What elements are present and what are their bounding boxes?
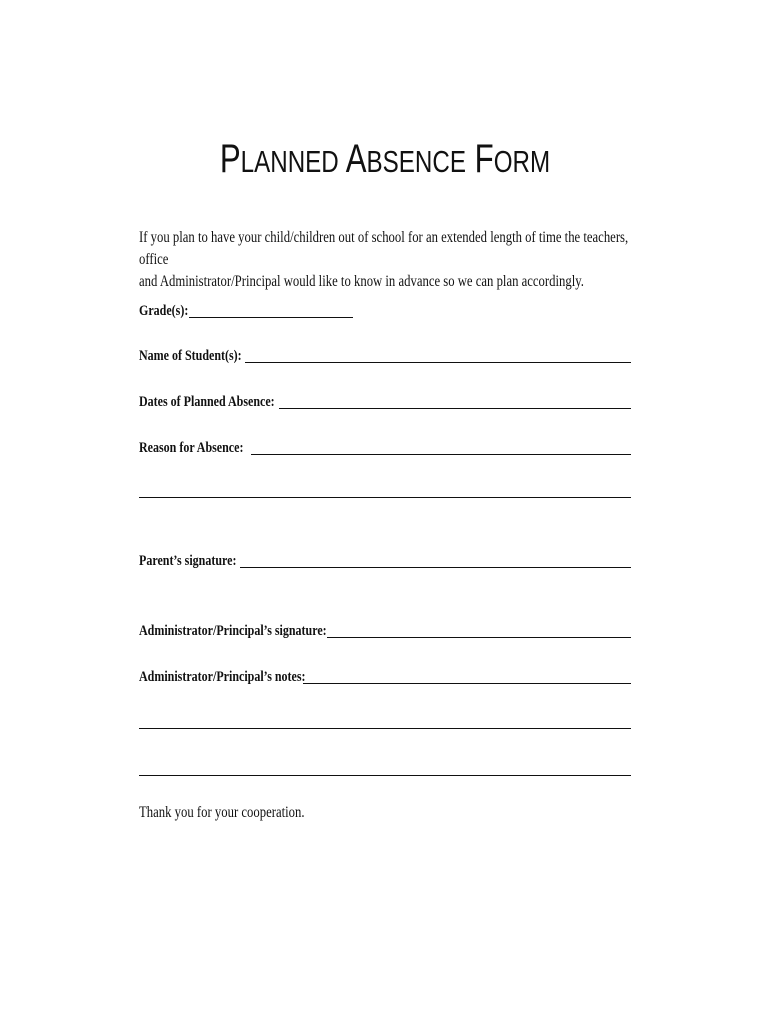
dates-label: Dates of Planned Absence: [139, 394, 275, 410]
reason-field[interactable] [251, 454, 631, 455]
title-word-orm: ORM [493, 144, 551, 179]
admin-notes-line-2[interactable] [139, 728, 631, 729]
intro-line-2: and Administrator/Principal would like to know in advance so we can plan accordingly. [139, 273, 584, 290]
title-letter-a: A [345, 137, 367, 181]
admin-signature-field[interactable] [327, 637, 631, 638]
admin-signature-row [139, 616, 631, 640]
title-letter-f: F [474, 137, 494, 181]
student-name-field[interactable] [245, 362, 631, 363]
reason-label: Reason for Absence: [139, 440, 244, 456]
admin-notes-line-3[interactable] [139, 775, 631, 776]
title-letter-p: P [219, 137, 241, 181]
admin-notes-row [139, 662, 631, 686]
parent-signature-label: Parent’s signature: [139, 553, 237, 569]
intro-line-1: If you plan to have your child/children out of school for an extended length of time the teachers, office [139, 229, 629, 268]
grades-field[interactable] [189, 317, 353, 318]
student-name-label: Name of Student(s): [139, 348, 242, 364]
thanks-note: Thank you for your cooperation. [139, 804, 305, 821]
reason-field-line-2[interactable] [139, 497, 631, 498]
parent-signature-row [139, 546, 631, 570]
title-word-bsence: BSENCE [366, 144, 466, 179]
admin-signature-label: Administrator/Principal’s signature: [139, 623, 327, 639]
grades-label: Grade(s): [139, 303, 189, 319]
dates-row [139, 387, 631, 411]
dates-field[interactable] [279, 408, 631, 409]
admin-notes-field[interactable] [303, 683, 631, 684]
grades-row [139, 296, 355, 320]
reason-row [139, 433, 631, 457]
form-title [85, 136, 686, 185]
parent-signature-field[interactable] [240, 567, 631, 568]
title-word-lanned: LANNED [240, 144, 339, 179]
intro-paragraph [139, 227, 631, 293]
admin-notes-label: Administrator/Principal’s notes: [139, 669, 306, 685]
student-name-row [139, 341, 631, 365]
